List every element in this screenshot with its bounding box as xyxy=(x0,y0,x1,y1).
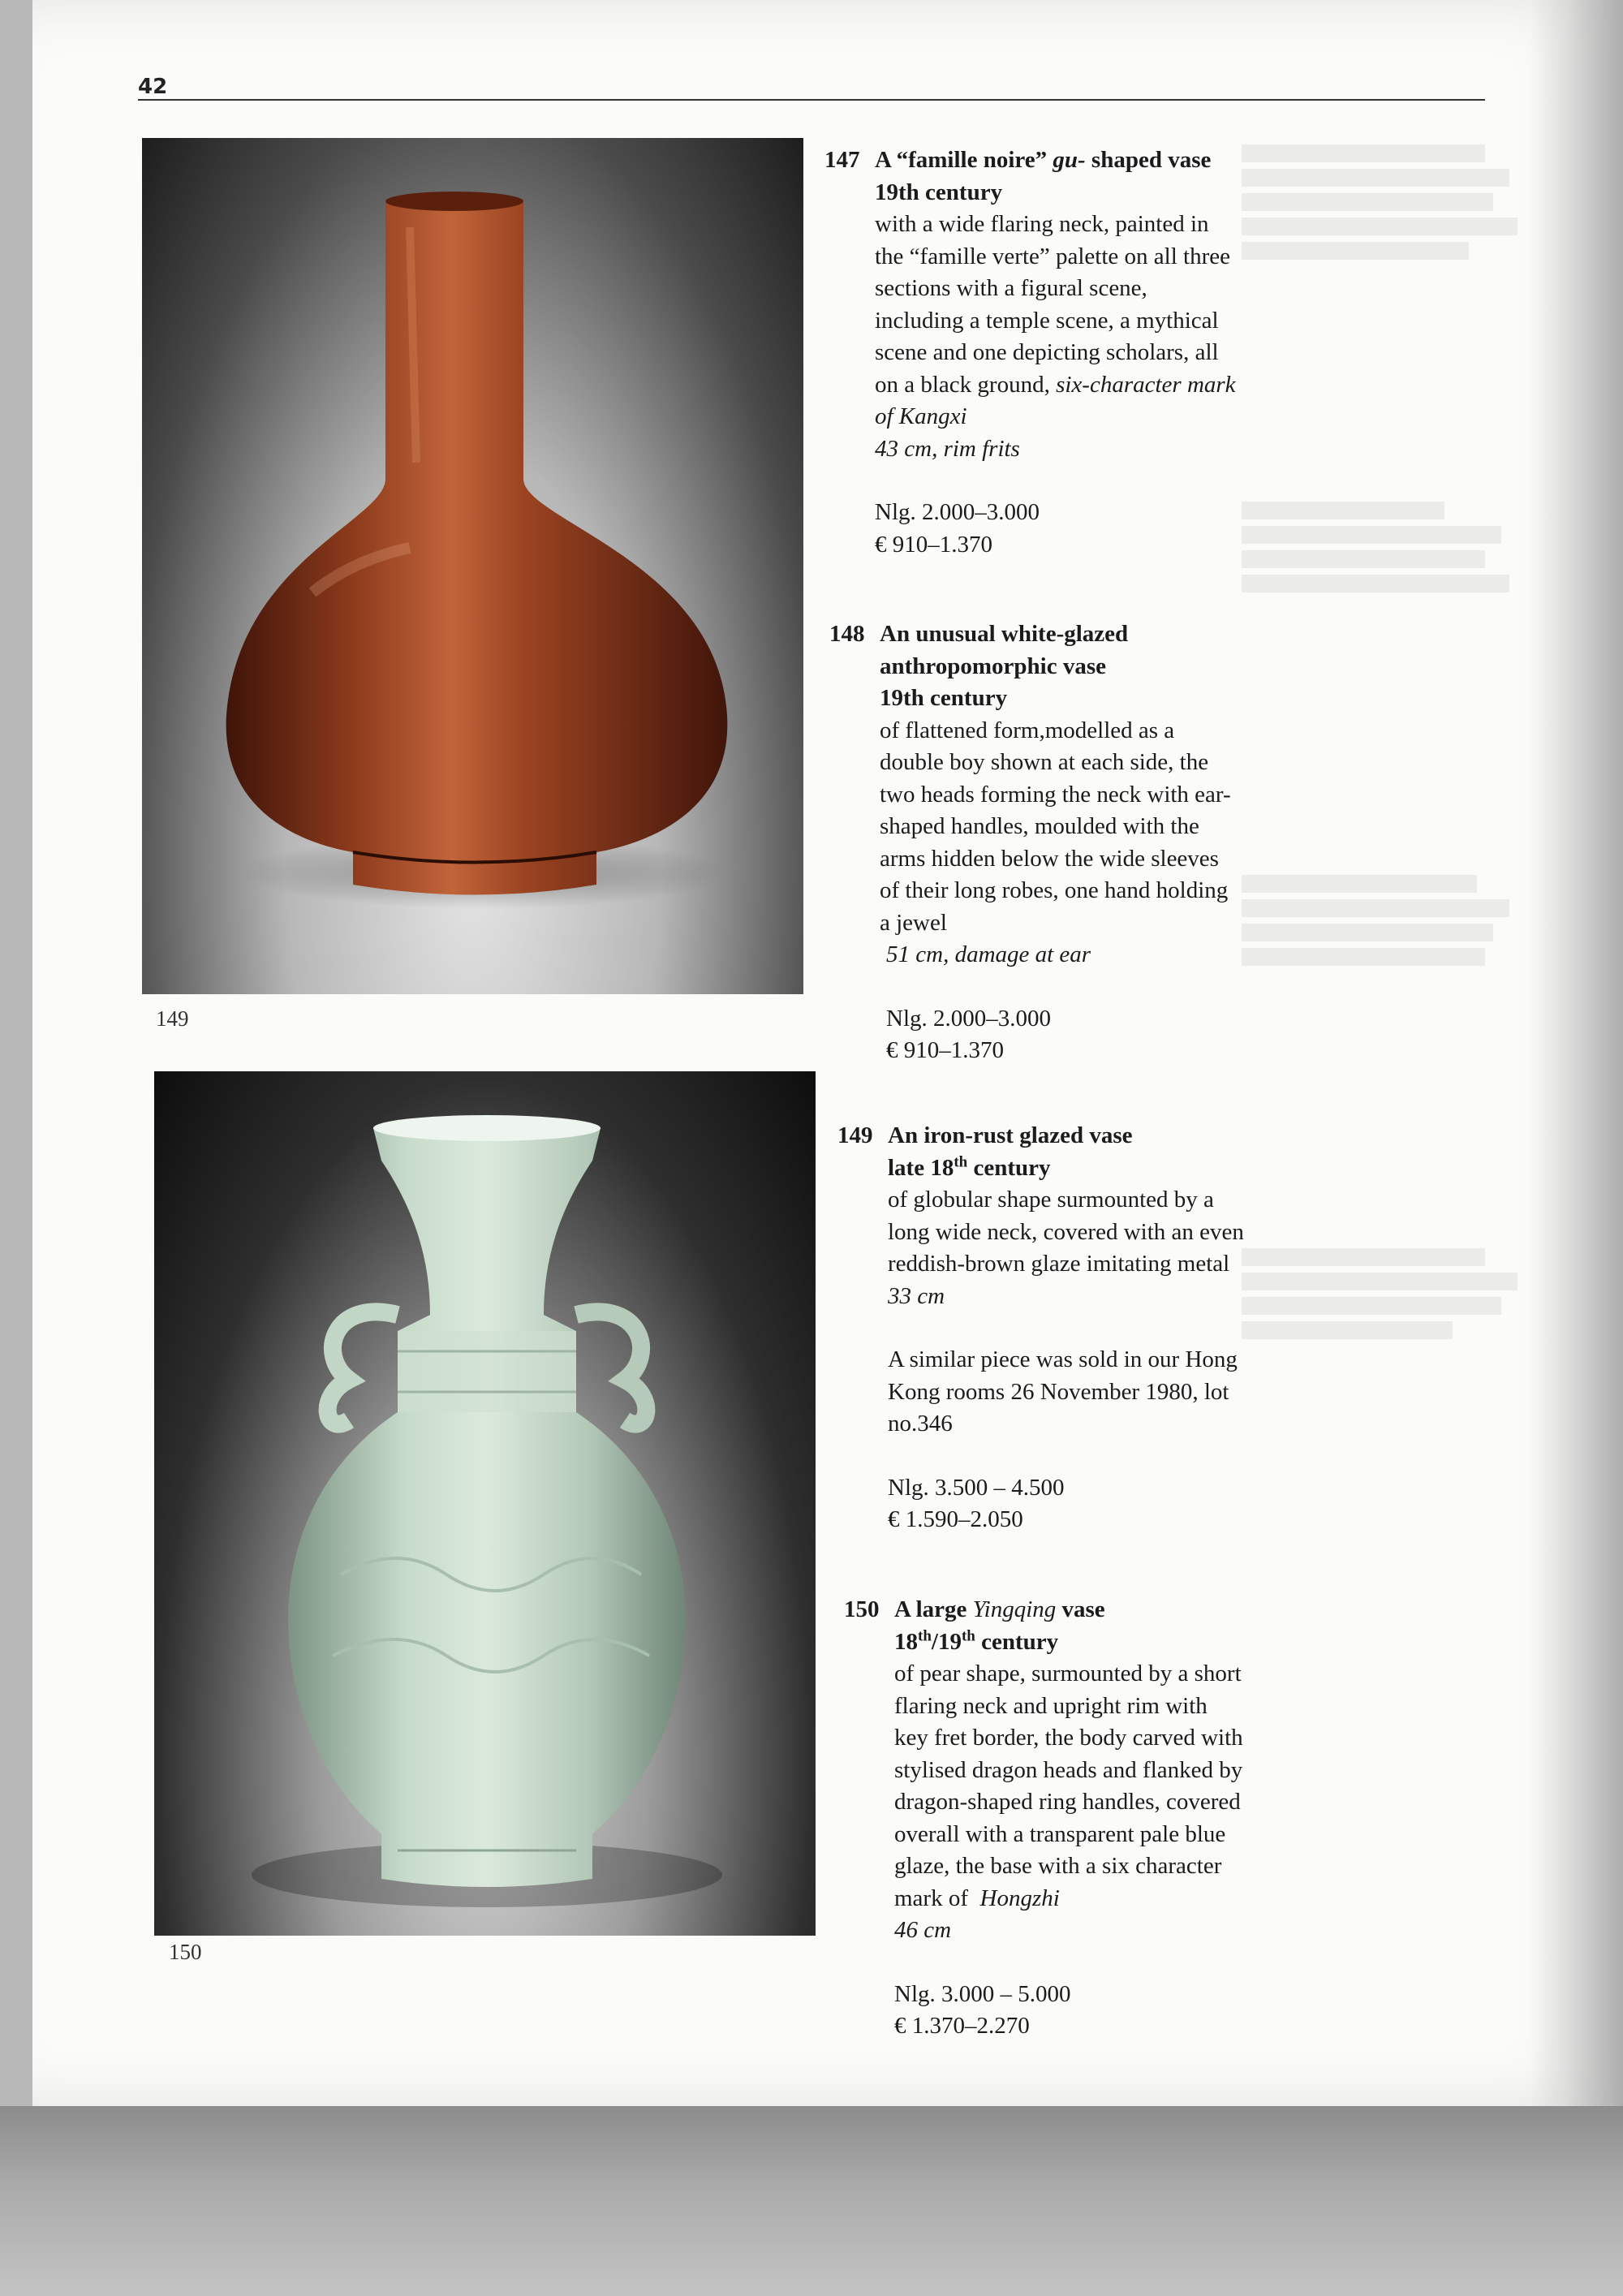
lot-period: 19th century xyxy=(875,179,1003,205)
plate-149-photo xyxy=(142,138,803,994)
plate-label: 149 xyxy=(156,1006,189,1031)
lot-title: An unusual white-glazed xyxy=(880,621,1129,647)
lot-description-line: arms hidden below the wide sleeves xyxy=(880,845,1219,872)
estimate-eur: € 1.590–2.050 xyxy=(888,1506,1023,1532)
lot-mark: mark of Hongzhi xyxy=(894,1885,1060,1911)
lot-description-line: flaring neck and upright rim with xyxy=(894,1692,1208,1719)
lot-description-line: of their long robes, one hand holding xyxy=(880,877,1229,903)
lot-note-line: Kong rooms 26 November 1980, lot xyxy=(888,1378,1229,1405)
lot-description-line: reddish-brown glaze imitating metal xyxy=(888,1251,1230,1277)
estimate-eur: € 910–1.370 xyxy=(886,1037,1004,1063)
lot-description-line: shaped handles, moulded with the xyxy=(880,813,1199,839)
estimate-eur: € 1.370–2.270 xyxy=(894,2013,1030,2039)
lot-description-line: glaze, the base with a six character xyxy=(894,1853,1222,1879)
lot-description-line: including a temple scene, a mythical xyxy=(875,307,1219,334)
lot-description-line: of flattened form,modelled as a xyxy=(880,717,1175,743)
lot-147 xyxy=(824,144,1329,561)
celadon-vase-illustration xyxy=(154,1071,816,1936)
lot-note-line: no.346 xyxy=(888,1411,953,1437)
lot-description-line: the “famille verte” palette on all three xyxy=(875,243,1230,269)
lot-number: 149 xyxy=(837,1122,873,1148)
lot-title: A “famille noire” gu- shaped vase xyxy=(875,147,1212,173)
page-gutter-shadow xyxy=(1530,0,1623,2106)
lot-description-line: two heads forming the neck with ear- xyxy=(880,781,1231,808)
lot-number: 148 xyxy=(829,621,865,647)
lot-description-line: double boy shown at each side, the xyxy=(880,749,1209,775)
estimate-eur: € 910–1.370 xyxy=(875,531,992,558)
lot-description-line: a jewel xyxy=(880,909,947,936)
lot-description-line: sections with a figural scene, xyxy=(875,275,1147,301)
lot-period: 18th/19th century xyxy=(894,1626,1059,1655)
lot-number: 147 xyxy=(824,147,860,173)
lot-note-line: A similar piece was sold in our Hong xyxy=(888,1346,1238,1372)
lot-description-line: key fret border, the body carved with xyxy=(894,1725,1243,1751)
estimate-nlg: Nlg. 3.000 – 5.000 xyxy=(894,1980,1071,2007)
lot-mark: of Kangxi xyxy=(875,403,967,429)
scanner-bed-shadow xyxy=(0,2106,1623,2296)
lot-description-line: on a black ground, six-character mark xyxy=(875,371,1236,398)
lot-description-line: dragon-shaped ring handles, covered xyxy=(894,1789,1241,1815)
lot-title: anthropomorphic vase xyxy=(880,653,1107,679)
lot-title: A large Yingqing vase xyxy=(894,1596,1105,1622)
estimate-nlg: Nlg. 2.000–3.000 xyxy=(886,1005,1051,1032)
lot-150 xyxy=(844,1594,1349,2043)
lot-description-line: of pear shape, surmounted by a short xyxy=(894,1661,1242,1686)
estimate-nlg: Nlg. 2.000–3.000 xyxy=(875,499,1040,525)
lot-description-line: of globular shape surmounted by a xyxy=(888,1187,1214,1213)
header-rule xyxy=(138,99,1485,101)
lot-size: 33 cm xyxy=(888,1282,945,1309)
lot-size: 51 cm, damage at ear xyxy=(886,941,1091,967)
lot-title: An iron-rust glazed vase xyxy=(888,1122,1133,1148)
lot-description-line: stylised dragon heads and flanked by xyxy=(894,1756,1243,1783)
estimate-nlg: Nlg. 3.500 – 4.500 xyxy=(888,1474,1065,1501)
page-number: 42 xyxy=(138,75,168,99)
lot-period: late 18th century xyxy=(888,1152,1051,1181)
lot-period: 19th century xyxy=(880,685,1008,711)
lot-description-line: long wide neck, covered with an even xyxy=(888,1218,1244,1245)
iron-rust-vase-illustration xyxy=(142,138,803,994)
lot-description-line: with a wide flaring neck, painted in xyxy=(875,211,1209,237)
lot-size: 43 cm, rim frits xyxy=(875,435,1020,462)
plate-150-photo xyxy=(154,1071,816,1936)
lot-149 xyxy=(837,1120,1342,1536)
lot-description-line: overall with a transparent pale blue xyxy=(894,1820,1226,1847)
lot-number: 150 xyxy=(844,1596,880,1622)
lot-148 xyxy=(829,618,1334,1067)
plate-label: 150 xyxy=(169,1940,202,1964)
lot-description-line: scene and one depicting scholars, all xyxy=(875,339,1219,365)
lot-size: 46 cm xyxy=(894,1917,952,1943)
